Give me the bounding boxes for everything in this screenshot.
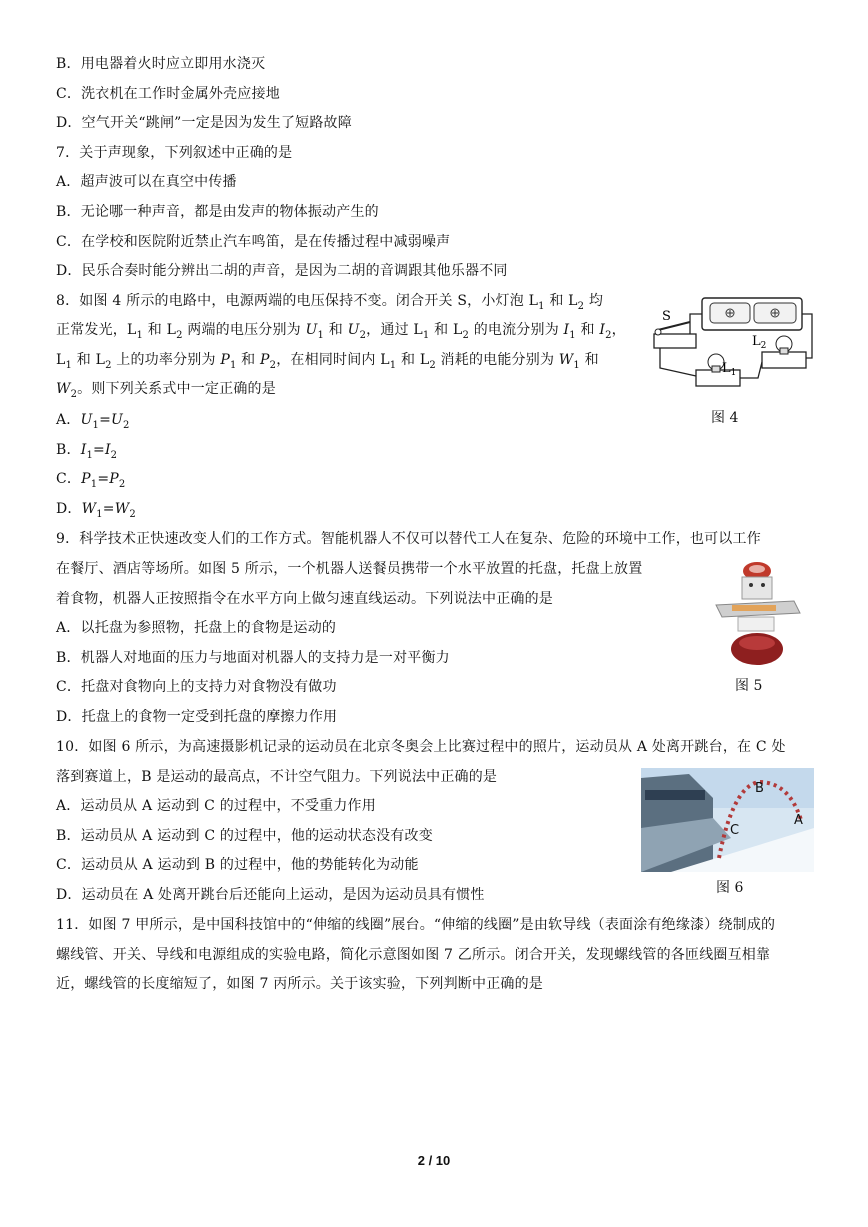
question-11-stem: 11．如图 7 甲所示，是中国科技馆中的“伸缩的线圈”展台。“伸缩的线圈”是由软导线（表面涂有绝缘漆）绕制成的 xyxy=(56,917,776,933)
lamp-l1-label: $L_1$ xyxy=(722,361,737,378)
question-11-stem: 螺线管、开关、导线和电源组成的实验电路，简化示意图如图 7 乙所示。闭合开关，发现螺线管的各匝线圈互相靠 xyxy=(56,947,771,963)
figure-4-caption: 图 4 xyxy=(711,410,739,426)
question-10-stem: 10．如图 6 所示，为高速摄影机记录的运动员在北京冬奥会上比赛过程中的照片，运动员从 A 处离开跳台，在 C 处 xyxy=(56,739,786,755)
question-11-stem: 近，螺线管的长度缩短了，如图 7 丙所示。关于该实验，下列判断中正确的是 xyxy=(56,976,544,992)
option-text: B．机器人对地面的压力与地面对机器人的支持力是一对平衡力 xyxy=(56,650,450,666)
option-text: D．民乐合奏时能分辨出二胡的声音，是因为二胡的音调跟其他乐器不同 xyxy=(56,263,508,279)
question-9-stem: 在餐厅、酒店等场所。如图 5 所示，一个机器人送餐员携带一个水平放置的托盘，托盘上放置 xyxy=(56,561,643,577)
option-text: B．$I_1=I_2$ xyxy=(56,442,118,461)
option-text: D．$W_1=W_2$ xyxy=(56,501,136,520)
point-a-label: A xyxy=(794,813,803,828)
question-7-stem: 7．关于声现象，下列叙述中正确的是 xyxy=(56,145,293,161)
option-text: B．无论哪一种声音，都是由发声的物体振动产生的 xyxy=(56,204,379,220)
figure-5-caption: 图 5 xyxy=(735,678,763,694)
lamp-l2-label: $L_2$ xyxy=(752,334,767,351)
question-8-stem-line: $W_2$。则下列关系式中一定正确的是 xyxy=(56,381,276,400)
option-text: C．$P_1=P_2$ xyxy=(56,471,126,490)
option-text: B．运动员从 A 运动到 C 的过程中，他的运动状态没有改变 xyxy=(56,828,433,844)
question-9-stem: 9．科学技术正快速改变人们的工作方式。智能机器人不仅可以替代工人在复杂、危险的环境中工作，也可以工作 xyxy=(56,531,761,547)
option-text: A．运动员从 A 运动到 C 的过程中，不受重力作用 xyxy=(56,798,376,814)
switch-label: S xyxy=(662,309,671,324)
question-8-stem-line: $L_1$ 和 $L_2$ 上的功率分别为 $P_1$ 和 $P_2$，在相同时间内 $L_1$ 和 $L_2$ 消耗的电能分别为 $W_1$ 和 xyxy=(56,352,599,371)
figure-6-ski-jump-photo xyxy=(641,768,814,872)
point-c-label: C xyxy=(730,823,740,838)
page-number: 2 / 10 xyxy=(417,1153,451,1168)
option-text: C．洗衣机在工作时金属外壳应接地 xyxy=(56,86,280,102)
question-10-stem: 落到赛道上，B 是运动的最高点，不计空气阻力。下列说法中正确的是 xyxy=(56,769,498,785)
option-text: C．在学校和医院附近禁止汽车鸣笛，是在传播过程中减弱噪声 xyxy=(56,234,451,250)
question-8-stem-line: 正常发光，$L_1$ 和 $L_2$ 两端的电压分别为 $U_1$ 和 $U_2$，通过 $L_1$ 和 $L_2$ 的电流分别为 $I_1$ 和 $I_2$， xyxy=(56,322,626,341)
option-text: C．托盘对食物向上的支持力对食物没有做功 xyxy=(56,679,337,695)
figure-4-circuit xyxy=(640,292,818,400)
figure-6-caption: 图 6 xyxy=(716,880,744,896)
option-text: D．运动员在 A 处离开跳台后还能向上运动，是因为运动员具有惯性 xyxy=(56,887,485,903)
option-text: A．$U_1=U_2$ xyxy=(56,412,130,431)
figure-5-robot xyxy=(712,559,802,669)
option-text: A．超声波可以在真空中传播 xyxy=(56,174,237,190)
option-text: D．空气开关“跳闸”一定是因为发生了短路故障 xyxy=(56,115,352,131)
option-text: C．运动员从 A 运动到 B 的过程中，他的势能转化为动能 xyxy=(56,857,419,873)
option-text: D．托盘上的食物一定受到托盘的摩擦力作用 xyxy=(56,709,338,725)
question-8-stem-line: 8．如图 4 所示的电路中，电源两端的电压保持不变。闭合开关 S，小灯泡 $L_1$ 和 $L_2$ 均 xyxy=(56,293,604,312)
option-text: A．以托盘为参照物，托盘上的食物是运动的 xyxy=(56,620,337,636)
option-text: B．用电器着火时应立即用水浇灭 xyxy=(56,56,266,72)
point-b-label: B xyxy=(755,781,764,796)
question-9-stem: 着食物，机器人正按照指令在水平方向上做匀速直线运动。下列说法中正确的是 xyxy=(56,591,553,607)
